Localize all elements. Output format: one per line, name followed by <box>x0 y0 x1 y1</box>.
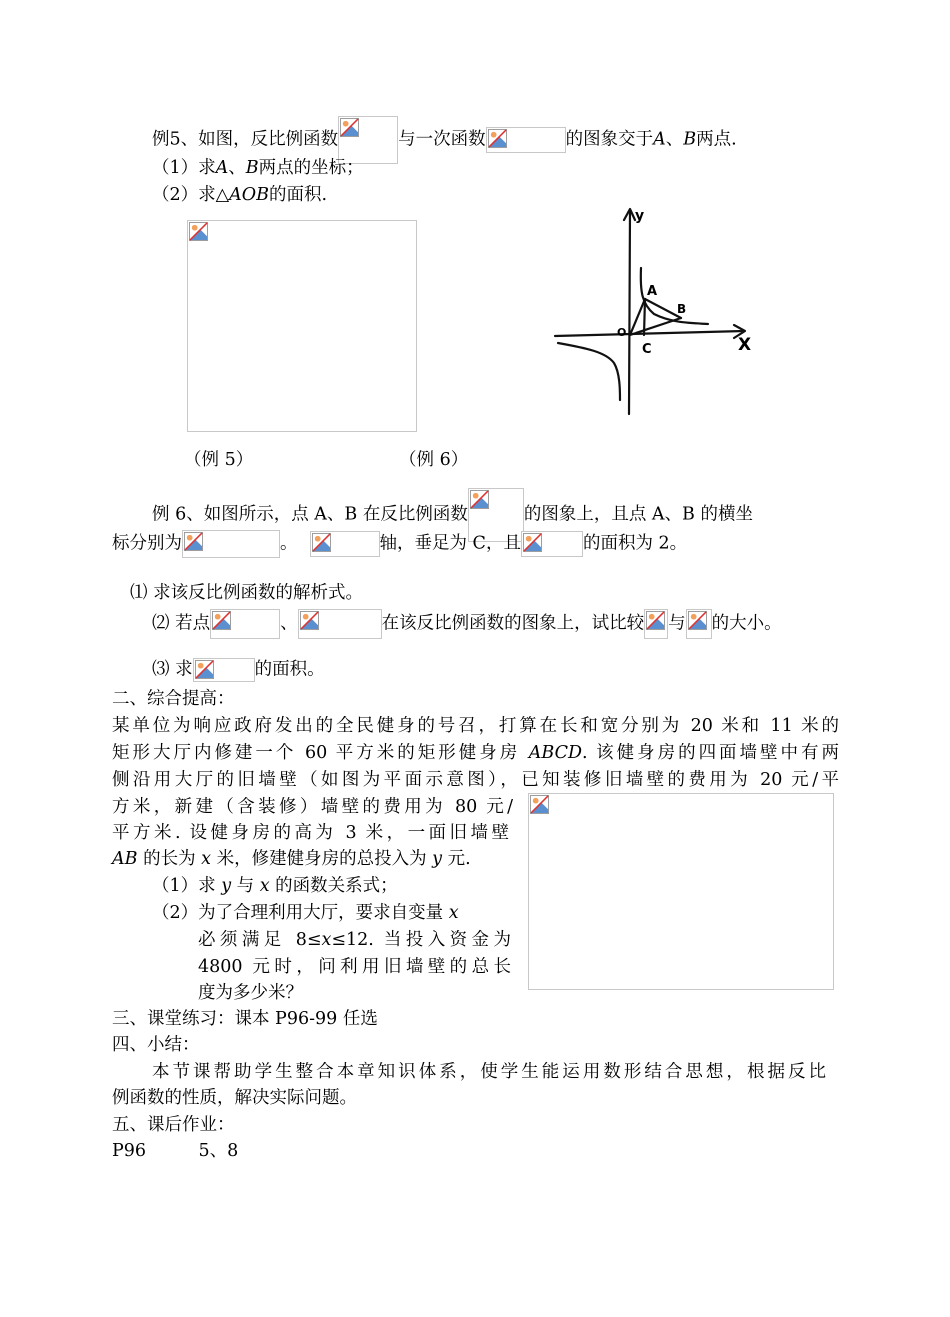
triangle-ab <box>645 299 681 318</box>
ex6-q3-text-a: ⑶ 求 <box>152 659 193 680</box>
point-b-label: B <box>683 129 697 150</box>
broken-image-icon <box>488 129 507 148</box>
ex5-q1-text-b: 两点的坐标； <box>258 158 364 178</box>
graph-label-c: C <box>642 342 652 357</box>
graph-label-x: X <box>738 335 752 355</box>
ex5-q1-text-a: （1）求 <box>152 158 216 178</box>
ex5-question-2 <box>152 184 327 206</box>
ex6-question-2 <box>152 609 782 639</box>
sec4-heading: 四、小结： <box>112 1035 200 1055</box>
broken-image-icon <box>195 660 214 679</box>
sec2-figure-placeholder <box>528 793 834 990</box>
sec2-p2-text-b: . 该健身房的四面墙壁中有两 <box>582 743 839 763</box>
broken-image-icon <box>523 533 542 552</box>
broken-image-icon <box>646 611 665 630</box>
broken-image-icon <box>340 118 359 137</box>
ex5-title-text-a: 例5、如图，反比例函数 <box>152 129 339 150</box>
ex6-question-3 <box>152 658 325 682</box>
ex6-q2-text-b: 、 <box>280 613 298 634</box>
sec5-heading: 五、课后作业： <box>112 1115 235 1135</box>
sec4-para-line-2: 例函数的性质，解决实际问题。 <box>112 1088 357 1108</box>
broken-image-icon <box>470 490 489 509</box>
triangle-aob-label: AOB <box>229 185 269 205</box>
ex6-q2-text-a: ⑵ 若点 <box>152 613 211 634</box>
y-axis <box>629 210 630 414</box>
broken-image-icon <box>530 795 549 814</box>
hyperbola-branch-left <box>558 343 620 400</box>
ex6-q2-text-e: 的大小。 <box>711 613 782 634</box>
ex6-l2-text-d: 的面积为 2。 <box>582 533 688 554</box>
ex5-title-text-c: 的图象交于 <box>565 129 654 150</box>
broken-image-icon <box>212 611 231 630</box>
perpendicular-ac <box>644 299 645 335</box>
ex6-graph <box>550 200 760 420</box>
ex5-title-text-d: 两点. <box>696 129 737 150</box>
sec2-para-line-3: 侧沿用大厅的旧墙壁（如图为平面示意图），已知装修旧墙壁的费用为 20 元/平 <box>112 770 839 790</box>
broken-image-icon <box>182 530 280 558</box>
ex6-q2-text-c: 在该反比例函数的图象上，试比较 <box>381 613 645 634</box>
broken-image-icon <box>521 531 583 557</box>
ex6-l2-text-c: 轴，垂足为 C，且 <box>379 533 521 554</box>
variable-x: x <box>448 903 459 923</box>
sec2-p6-text-b: 米，修建健身房的总投入为 <box>211 849 433 869</box>
graph-label-a: A <box>647 284 658 299</box>
broken-image-icon <box>644 609 668 639</box>
sec2-question-2-line-2 <box>198 929 511 951</box>
segment-ab-label: AB <box>112 849 138 869</box>
sec2-q2-text-c: ≤12. 当投入资金为 <box>331 930 511 950</box>
sec2-question-1 <box>152 875 398 897</box>
variable-x: x <box>201 849 212 869</box>
ex6-l2-text-b: 。 <box>280 533 298 554</box>
broken-image-icon <box>310 531 380 557</box>
ex6-q3-text-b: 的面积。 <box>254 659 325 680</box>
ex6-line-2 <box>112 530 687 558</box>
variable-x: x <box>259 876 270 896</box>
sec4-para-line-1: 本节课帮助学生整合本章知识体系，使学生能运用数形结合思想，根据反比 <box>152 1062 826 1082</box>
broken-image-icon <box>688 611 707 630</box>
broken-image-icon <box>486 127 566 153</box>
ex5-q2-text-a: （2）求△ <box>152 185 230 205</box>
sec2-q2-text-a: （2）为了合理利用大厅，要求自变量 <box>152 903 449 923</box>
sec2-para-line-4: 方米，新建（含装修）墙壁的费用为 80 元/ <box>112 797 513 817</box>
rect-abcd-label: ABCD <box>528 743 582 763</box>
point-a-label: A <box>215 158 229 178</box>
caption-ex6: （例 6） <box>399 450 469 470</box>
sec2-para-line-2 <box>112 742 839 764</box>
ex6-text-b: 的图象上，且点 A、B 的横坐 <box>523 504 753 525</box>
sec2-question-2-line-4: 度为多少米？ <box>198 983 303 1003</box>
ex5-title-text-b: 与一次函数 <box>398 129 486 150</box>
sec2-para-line-6 <box>112 848 471 870</box>
variable-y: y <box>432 849 443 869</box>
sec2-heading: 二、综合提高： <box>112 689 235 709</box>
ex6-question-1: ⑴ 求该反比例函数的解析式。 <box>130 583 364 603</box>
sec2-question-2 <box>152 902 459 924</box>
graph-label-y: y <box>635 208 645 224</box>
ex6-text-a: 例 6、如图所示，点 A、B 在反比例函数 <box>152 504 468 525</box>
graph-label-b: B <box>677 302 687 316</box>
ex5-question-1 <box>152 157 364 179</box>
sec2-p6-text-a: 的长为 <box>137 849 202 869</box>
broken-image-icon <box>686 609 712 639</box>
variable-x: x <box>321 930 332 950</box>
sec2-q1-text-c: 的函数关系式； <box>269 876 398 896</box>
sec3-heading: 三、课堂练习：课本 P96-99 任选 <box>112 1009 378 1029</box>
broken-image-icon <box>189 222 208 241</box>
broken-image-icon <box>300 611 319 630</box>
x-axis <box>555 331 744 336</box>
sec2-p2-text-a: 矩形大厅内修建一个 60 平方米的矩形健身房 <box>112 743 529 763</box>
broken-image-icon <box>312 533 331 552</box>
graph-label-o: O <box>617 326 627 339</box>
sec2-q1-text-b: 与 <box>231 876 260 896</box>
sec2-q1-text-a: （1）求 <box>152 876 222 896</box>
broken-image-icon <box>298 609 382 639</box>
separator: 、 <box>228 158 246 178</box>
caption-ex5: （例 5） <box>184 450 254 470</box>
ex5-figure-placeholder <box>187 220 417 432</box>
broken-image-icon <box>210 609 280 639</box>
ex5-q2-text-b: 的面积. <box>268 185 328 205</box>
ex6-q2-text-d: 与 <box>668 613 686 634</box>
sec2-para-line-5: 平方米. 设健身房的高为 3 米，一面旧墙壁 <box>112 823 509 843</box>
sec2-question-2-line-3: 4800 元时，问利用旧墙壁的总长 <box>198 957 511 977</box>
variable-y: y <box>221 876 232 896</box>
sec2-q2-text-b: 必须满足 8≤ <box>198 930 322 950</box>
sec5-homework: P96 5、8 <box>112 1141 239 1161</box>
sec2-p6-text-c: 元. <box>442 849 471 869</box>
ex6-l2-text-a: 标分别为 <box>112 533 182 554</box>
broken-image-icon <box>184 532 203 551</box>
point-b-label: B <box>245 158 259 178</box>
separator: 、 <box>665 129 684 150</box>
broken-image-icon <box>193 658 255 682</box>
point-a-label: A <box>653 129 666 150</box>
sec2-para-line-1: 某单位为响应政府发出的全民健身的号召，打算在长和宽分别为 20 米和 11 米的 <box>112 716 839 736</box>
